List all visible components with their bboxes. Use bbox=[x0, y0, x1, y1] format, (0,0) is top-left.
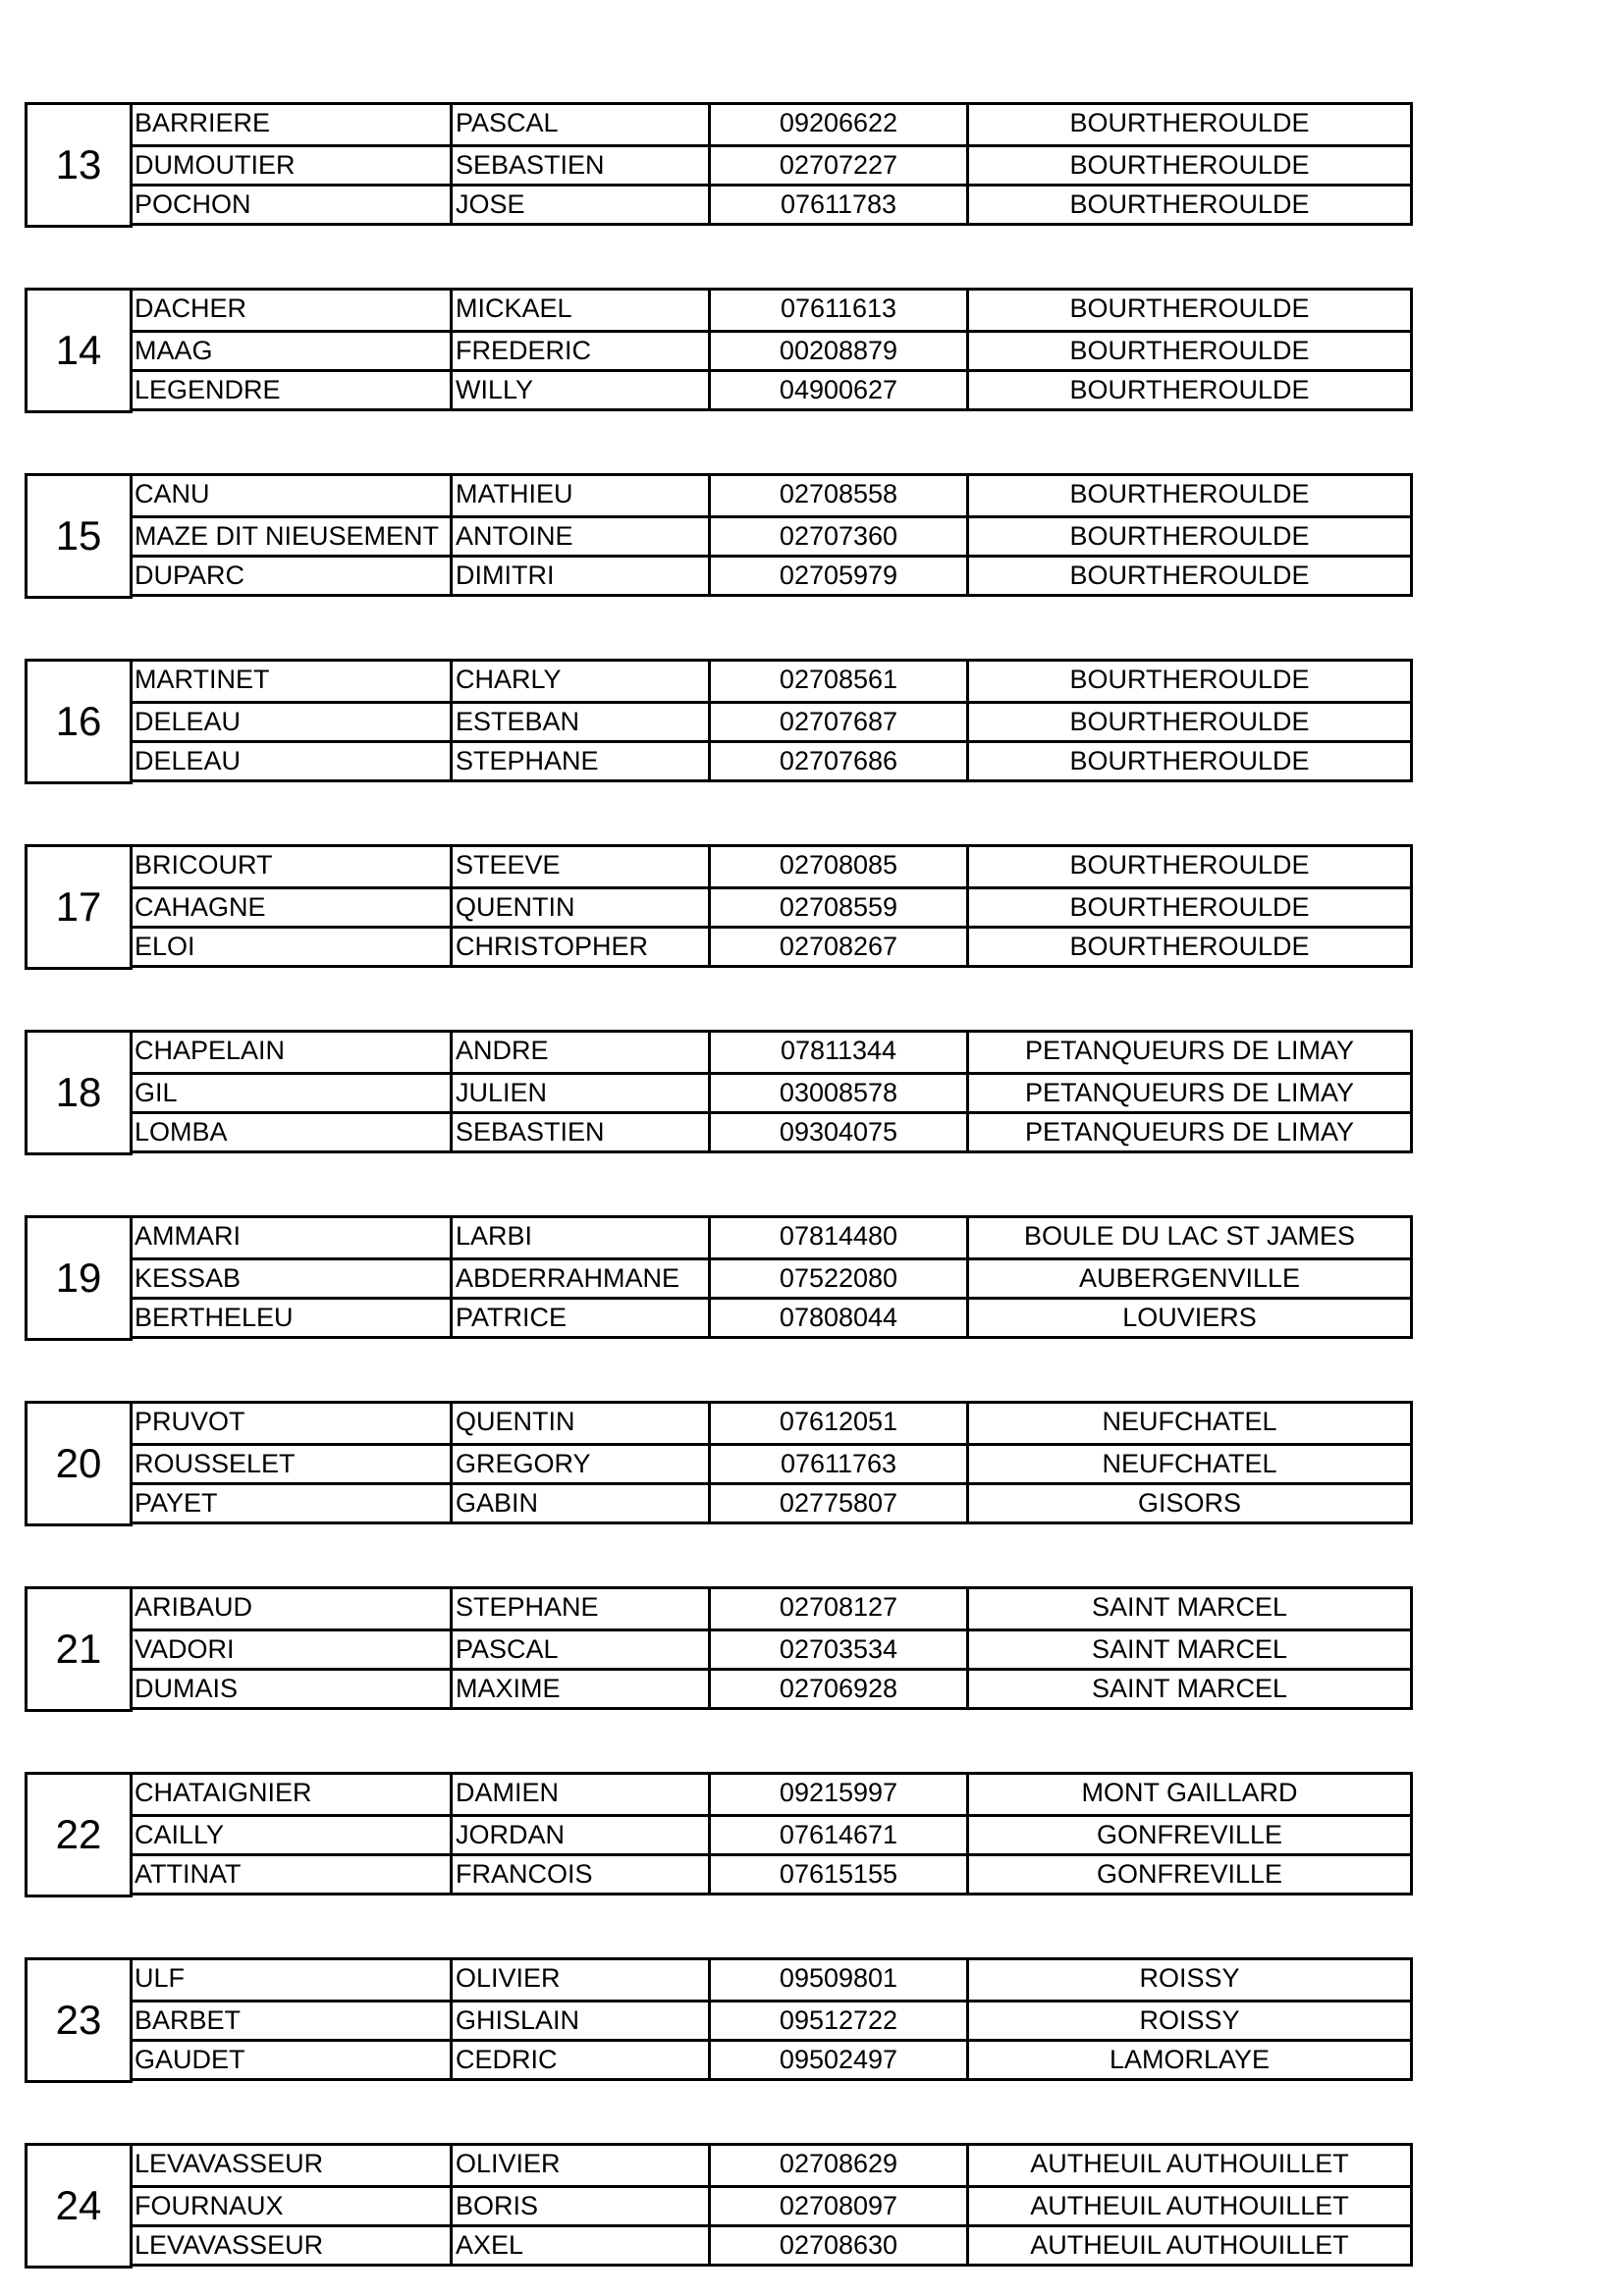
player-first-name: FRANCOIS bbox=[450, 1856, 708, 1893]
team-block-15 bbox=[25, 473, 1414, 599]
player-row bbox=[132, 1960, 1410, 2000]
player-club: MONT GAILLARD bbox=[966, 1775, 1410, 1814]
player-license-number: 02707227 bbox=[708, 147, 966, 184]
team-number: 20 bbox=[25, 1401, 133, 1526]
player-first-name: GHISLAIN bbox=[450, 2002, 708, 2039]
team-roster-table bbox=[132, 659, 1413, 782]
player-license-number: 09215997 bbox=[708, 1775, 966, 1814]
player-first-name: AXEL bbox=[450, 2227, 708, 2264]
player-last-name: PAYET bbox=[135, 1488, 218, 1518]
player-row bbox=[132, 105, 1410, 144]
player-first-name: GABIN bbox=[450, 1485, 708, 1522]
team-block-22 bbox=[25, 1772, 1414, 1897]
player-last-name: LOMBA bbox=[135, 1117, 228, 1147]
team-number: 22 bbox=[25, 1772, 133, 1897]
player-last-name: KESSAB bbox=[135, 1263, 242, 1293]
player-last-name: CHAPELAIN bbox=[135, 1036, 286, 1065]
player-first-name: MATHIEU bbox=[450, 476, 708, 515]
player-first-name: LARBI bbox=[450, 1218, 708, 1257]
player-club: GISORS bbox=[966, 1485, 1410, 1522]
team-number: 24 bbox=[25, 2143, 133, 2269]
player-club: GONFREVILLE bbox=[966, 1856, 1410, 1893]
player-row bbox=[132, 184, 1410, 223]
team-block-17 bbox=[25, 844, 1414, 970]
player-last-name: DUMAIS bbox=[135, 1674, 239, 1703]
player-row bbox=[132, 701, 1410, 740]
player-club: BOURTHEROULDE bbox=[966, 889, 1410, 926]
player-row bbox=[132, 144, 1410, 184]
player-row bbox=[132, 1297, 1410, 1336]
player-last-name: VADORI bbox=[135, 1634, 235, 1664]
player-club: BOURTHEROULDE bbox=[966, 558, 1410, 594]
player-club: PETANQUEURS DE LIMAY bbox=[966, 1033, 1410, 1072]
player-club: AUTHEUIL AUTHOUILLET bbox=[966, 2188, 1410, 2224]
player-license-number: 07611783 bbox=[708, 187, 966, 223]
player-first-name: FREDERIC bbox=[450, 333, 708, 369]
player-club: ROISSY bbox=[966, 2002, 1410, 2039]
player-last-name: DELEAU bbox=[135, 746, 242, 775]
player-first-name: PATRICE bbox=[450, 1300, 708, 1336]
player-first-name: ESTEBAN bbox=[450, 704, 708, 740]
player-first-name: STEEVE bbox=[450, 847, 708, 886]
player-row bbox=[132, 1111, 1410, 1150]
player-first-name: ABDERRAHMANE bbox=[450, 1260, 708, 1297]
player-first-name: STEPHANE bbox=[450, 743, 708, 779]
player-license-number: 09304075 bbox=[708, 1114, 966, 1150]
player-first-name: SEBASTIEN bbox=[450, 147, 708, 184]
player-row bbox=[132, 330, 1410, 369]
player-first-name: BORIS bbox=[450, 2188, 708, 2224]
player-first-name: PASCAL bbox=[450, 1631, 708, 1668]
player-license-number: 07522080 bbox=[708, 1260, 966, 1297]
player-club: BOURTHEROULDE bbox=[966, 372, 1410, 408]
player-club: LOUVIERS bbox=[966, 1300, 1410, 1336]
player-club: NEUFCHATEL bbox=[966, 1446, 1410, 1482]
player-club: BOULE DU LAC ST JAMES bbox=[966, 1218, 1410, 1257]
player-license-number: 07814480 bbox=[708, 1218, 966, 1257]
team-roster-table bbox=[132, 844, 1413, 968]
team-roster-table bbox=[132, 288, 1413, 411]
player-row bbox=[132, 1853, 1410, 1893]
player-first-name: CEDRIC bbox=[450, 2042, 708, 2078]
player-license-number: 07614671 bbox=[708, 1817, 966, 1853]
player-license-number: 09509801 bbox=[708, 1960, 966, 2000]
player-first-name: SEBASTIEN bbox=[450, 1114, 708, 1150]
player-row bbox=[132, 2224, 1410, 2264]
player-row bbox=[132, 1668, 1410, 1707]
player-club: AUTHEUIL AUTHOUILLET bbox=[966, 2146, 1410, 2185]
player-last-name: DUPARC bbox=[135, 561, 245, 590]
player-last-name: CHATAIGNIER bbox=[135, 1778, 312, 1807]
player-last-name: ATTINAT bbox=[135, 1859, 242, 1889]
player-first-name: JORDAN bbox=[450, 1817, 708, 1853]
player-row bbox=[132, 740, 1410, 779]
player-row bbox=[132, 1443, 1410, 1482]
player-license-number: 02708267 bbox=[708, 929, 966, 965]
player-last-name: DACHER bbox=[135, 294, 247, 323]
player-row bbox=[132, 1072, 1410, 1111]
player-license-number: 02707686 bbox=[708, 743, 966, 779]
player-row bbox=[132, 886, 1410, 926]
player-first-name: OLIVIER bbox=[450, 2146, 708, 2185]
team-block-24 bbox=[25, 2143, 1414, 2269]
team-roster-table bbox=[132, 1030, 1413, 1153]
player-license-number: 02708127 bbox=[708, 1589, 966, 1629]
team-roster-table bbox=[132, 1772, 1413, 1896]
player-last-name: FOURNAUX bbox=[135, 2191, 284, 2220]
team-block-20 bbox=[25, 1401, 1414, 1526]
player-first-name: JOSE bbox=[450, 187, 708, 223]
player-license-number: 02708085 bbox=[708, 847, 966, 886]
player-first-name: CHARLY bbox=[450, 662, 708, 701]
player-club: PETANQUEURS DE LIMAY bbox=[966, 1114, 1410, 1150]
player-club: BOURTHEROULDE bbox=[966, 187, 1410, 223]
player-last-name: ELOI bbox=[135, 932, 195, 961]
team-block-14 bbox=[25, 288, 1414, 413]
player-license-number: 02707687 bbox=[708, 704, 966, 740]
player-row bbox=[132, 1218, 1410, 1257]
team-roster-table bbox=[132, 1957, 1413, 2081]
player-last-name: MAZE DIT NIEUSEMENT bbox=[135, 521, 440, 551]
player-last-name: BARBET bbox=[135, 2005, 242, 2035]
player-row bbox=[132, 2185, 1410, 2224]
player-license-number: 02703534 bbox=[708, 1631, 966, 1668]
player-license-number: 02707360 bbox=[708, 518, 966, 555]
player-club: LAMORLAYE bbox=[966, 2042, 1410, 2078]
player-row bbox=[132, 1589, 1410, 1629]
player-last-name: AMMARI bbox=[135, 1221, 241, 1251]
player-license-number: 02708558 bbox=[708, 476, 966, 515]
player-last-name: MARTINET bbox=[135, 665, 270, 694]
player-last-name: BERTHELEU bbox=[135, 1303, 294, 1332]
team-number: 21 bbox=[25, 1586, 133, 1712]
player-first-name: ANDRE bbox=[450, 1033, 708, 1072]
team-roster-table bbox=[132, 1401, 1413, 1524]
player-row bbox=[132, 2000, 1410, 2039]
team-block-23 bbox=[25, 1957, 1414, 2083]
player-last-name: GIL bbox=[135, 1078, 178, 1107]
player-row bbox=[132, 291, 1410, 330]
player-license-number: 02708559 bbox=[708, 889, 966, 926]
player-last-name: BARRIERE bbox=[135, 108, 271, 137]
player-row bbox=[132, 515, 1410, 555]
player-license-number: 02708561 bbox=[708, 662, 966, 701]
player-license-number: 07615155 bbox=[708, 1856, 966, 1893]
player-club: SAINT MARCEL bbox=[966, 1589, 1410, 1629]
team-number: 14 bbox=[25, 288, 133, 413]
player-last-name: CAHAGNE bbox=[135, 892, 266, 922]
player-license-number: 02705979 bbox=[708, 558, 966, 594]
player-club: ROISSY bbox=[966, 1960, 1410, 2000]
team-roster-table bbox=[132, 473, 1413, 597]
player-club: PETANQUEURS DE LIMAY bbox=[966, 1075, 1410, 1111]
player-last-name: LEVAVASSEUR bbox=[135, 2149, 324, 2178]
player-club: BOURTHEROULDE bbox=[966, 743, 1410, 779]
player-first-name: JULIEN bbox=[450, 1075, 708, 1111]
player-row bbox=[132, 1033, 1410, 1072]
team-roster-table bbox=[132, 1215, 1413, 1339]
team-block-13 bbox=[25, 102, 1414, 228]
player-row bbox=[132, 926, 1410, 965]
player-club: BOURTHEROULDE bbox=[966, 333, 1410, 369]
player-license-number: 02708630 bbox=[708, 2227, 966, 2264]
player-club: SAINT MARCEL bbox=[966, 1671, 1410, 1707]
player-row bbox=[132, 1775, 1410, 1814]
team-block-16 bbox=[25, 659, 1414, 784]
team-block-19 bbox=[25, 1215, 1414, 1341]
player-first-name: CHRISTOPHER bbox=[450, 929, 708, 965]
team-roster-table bbox=[132, 2143, 1413, 2267]
player-first-name: QUENTIN bbox=[450, 1404, 708, 1443]
player-first-name: QUENTIN bbox=[450, 889, 708, 926]
player-last-name: CAILLY bbox=[135, 1820, 225, 1849]
player-license-number: 07808044 bbox=[708, 1300, 966, 1336]
player-last-name: ULF bbox=[135, 1963, 186, 1993]
player-row bbox=[132, 555, 1410, 594]
player-club: NEUFCHATEL bbox=[966, 1404, 1410, 1443]
team-number: 19 bbox=[25, 1215, 133, 1341]
player-row bbox=[132, 369, 1410, 408]
player-first-name: GREGORY bbox=[450, 1446, 708, 1482]
player-first-name: OLIVIER bbox=[450, 1960, 708, 2000]
player-first-name: MAXIME bbox=[450, 1671, 708, 1707]
player-first-name: WILLY bbox=[450, 372, 708, 408]
team-number: 13 bbox=[25, 102, 133, 228]
player-last-name: LEGENDRE bbox=[135, 375, 281, 404]
player-license-number: 09206622 bbox=[708, 105, 966, 144]
player-last-name: ROUSSELET bbox=[135, 1449, 296, 1478]
team-roster-table bbox=[132, 1586, 1413, 1710]
player-row bbox=[132, 1814, 1410, 1853]
player-last-name: DUMOUTIER bbox=[135, 150, 296, 180]
player-club: BOURTHEROULDE bbox=[966, 476, 1410, 515]
player-license-number: 07611763 bbox=[708, 1446, 966, 1482]
player-last-name: BRICOURT bbox=[135, 850, 273, 880]
player-license-number: 04900627 bbox=[708, 372, 966, 408]
player-row bbox=[132, 1404, 1410, 1443]
team-number: 17 bbox=[25, 844, 133, 970]
player-last-name: MAAG bbox=[135, 336, 213, 365]
player-club: BOURTHEROULDE bbox=[966, 105, 1410, 144]
player-club: BOURTHEROULDE bbox=[966, 704, 1410, 740]
player-club: BOURTHEROULDE bbox=[966, 291, 1410, 330]
player-last-name: GAUDET bbox=[135, 2045, 245, 2074]
player-license-number: 02706928 bbox=[708, 1671, 966, 1707]
player-first-name: PASCAL bbox=[450, 105, 708, 144]
player-row bbox=[132, 476, 1410, 515]
player-license-number: 00208879 bbox=[708, 333, 966, 369]
player-club: SAINT MARCEL bbox=[966, 1631, 1410, 1668]
player-club: BOURTHEROULDE bbox=[966, 847, 1410, 886]
player-club: AUBERGENVILLE bbox=[966, 1260, 1410, 1297]
player-row bbox=[132, 2039, 1410, 2078]
player-license-number: 02775807 bbox=[708, 1485, 966, 1522]
player-license-number: 09512722 bbox=[708, 2002, 966, 2039]
player-row bbox=[132, 662, 1410, 701]
player-last-name: CANU bbox=[135, 479, 210, 508]
player-club: AUTHEUIL AUTHOUILLET bbox=[966, 2227, 1410, 2264]
player-club: BOURTHEROULDE bbox=[966, 518, 1410, 555]
player-row bbox=[132, 1629, 1410, 1668]
player-first-name: STEPHANE bbox=[450, 1589, 708, 1629]
player-license-number: 02708097 bbox=[708, 2188, 966, 2224]
player-club: GONFREVILLE bbox=[966, 1817, 1410, 1853]
player-row bbox=[132, 2146, 1410, 2185]
player-first-name: DAMIEN bbox=[450, 1775, 708, 1814]
team-number: 23 bbox=[25, 1957, 133, 2083]
player-last-name: DELEAU bbox=[135, 707, 242, 736]
player-club: BOURTHEROULDE bbox=[966, 929, 1410, 965]
player-club: BOURTHEROULDE bbox=[966, 147, 1410, 184]
player-last-name: PRUVOT bbox=[135, 1407, 245, 1436]
player-first-name: ANTOINE bbox=[450, 518, 708, 555]
team-block-21 bbox=[25, 1586, 1414, 1712]
player-first-name: MICKAEL bbox=[450, 291, 708, 330]
player-license-number: 07612051 bbox=[708, 1404, 966, 1443]
player-last-name: ARIBAUD bbox=[135, 1592, 253, 1622]
player-last-name: LEVAVASSEUR bbox=[135, 2230, 324, 2260]
player-license-number: 03008578 bbox=[708, 1075, 966, 1111]
player-row bbox=[132, 847, 1410, 886]
player-first-name: DIMITRI bbox=[450, 558, 708, 594]
team-number: 15 bbox=[25, 473, 133, 599]
player-row bbox=[132, 1257, 1410, 1297]
player-license-number: 09502497 bbox=[708, 2042, 966, 2078]
player-license-number: 02708629 bbox=[708, 2146, 966, 2185]
team-number: 16 bbox=[25, 659, 133, 784]
player-club: BOURTHEROULDE bbox=[966, 662, 1410, 701]
player-row bbox=[132, 1482, 1410, 1522]
player-license-number: 07811344 bbox=[708, 1033, 966, 1072]
team-block-18 bbox=[25, 1030, 1414, 1155]
player-last-name: POCHON bbox=[135, 189, 251, 219]
team-roster-table bbox=[132, 102, 1413, 226]
player-license-number: 07611613 bbox=[708, 291, 966, 330]
team-number: 18 bbox=[25, 1030, 133, 1155]
